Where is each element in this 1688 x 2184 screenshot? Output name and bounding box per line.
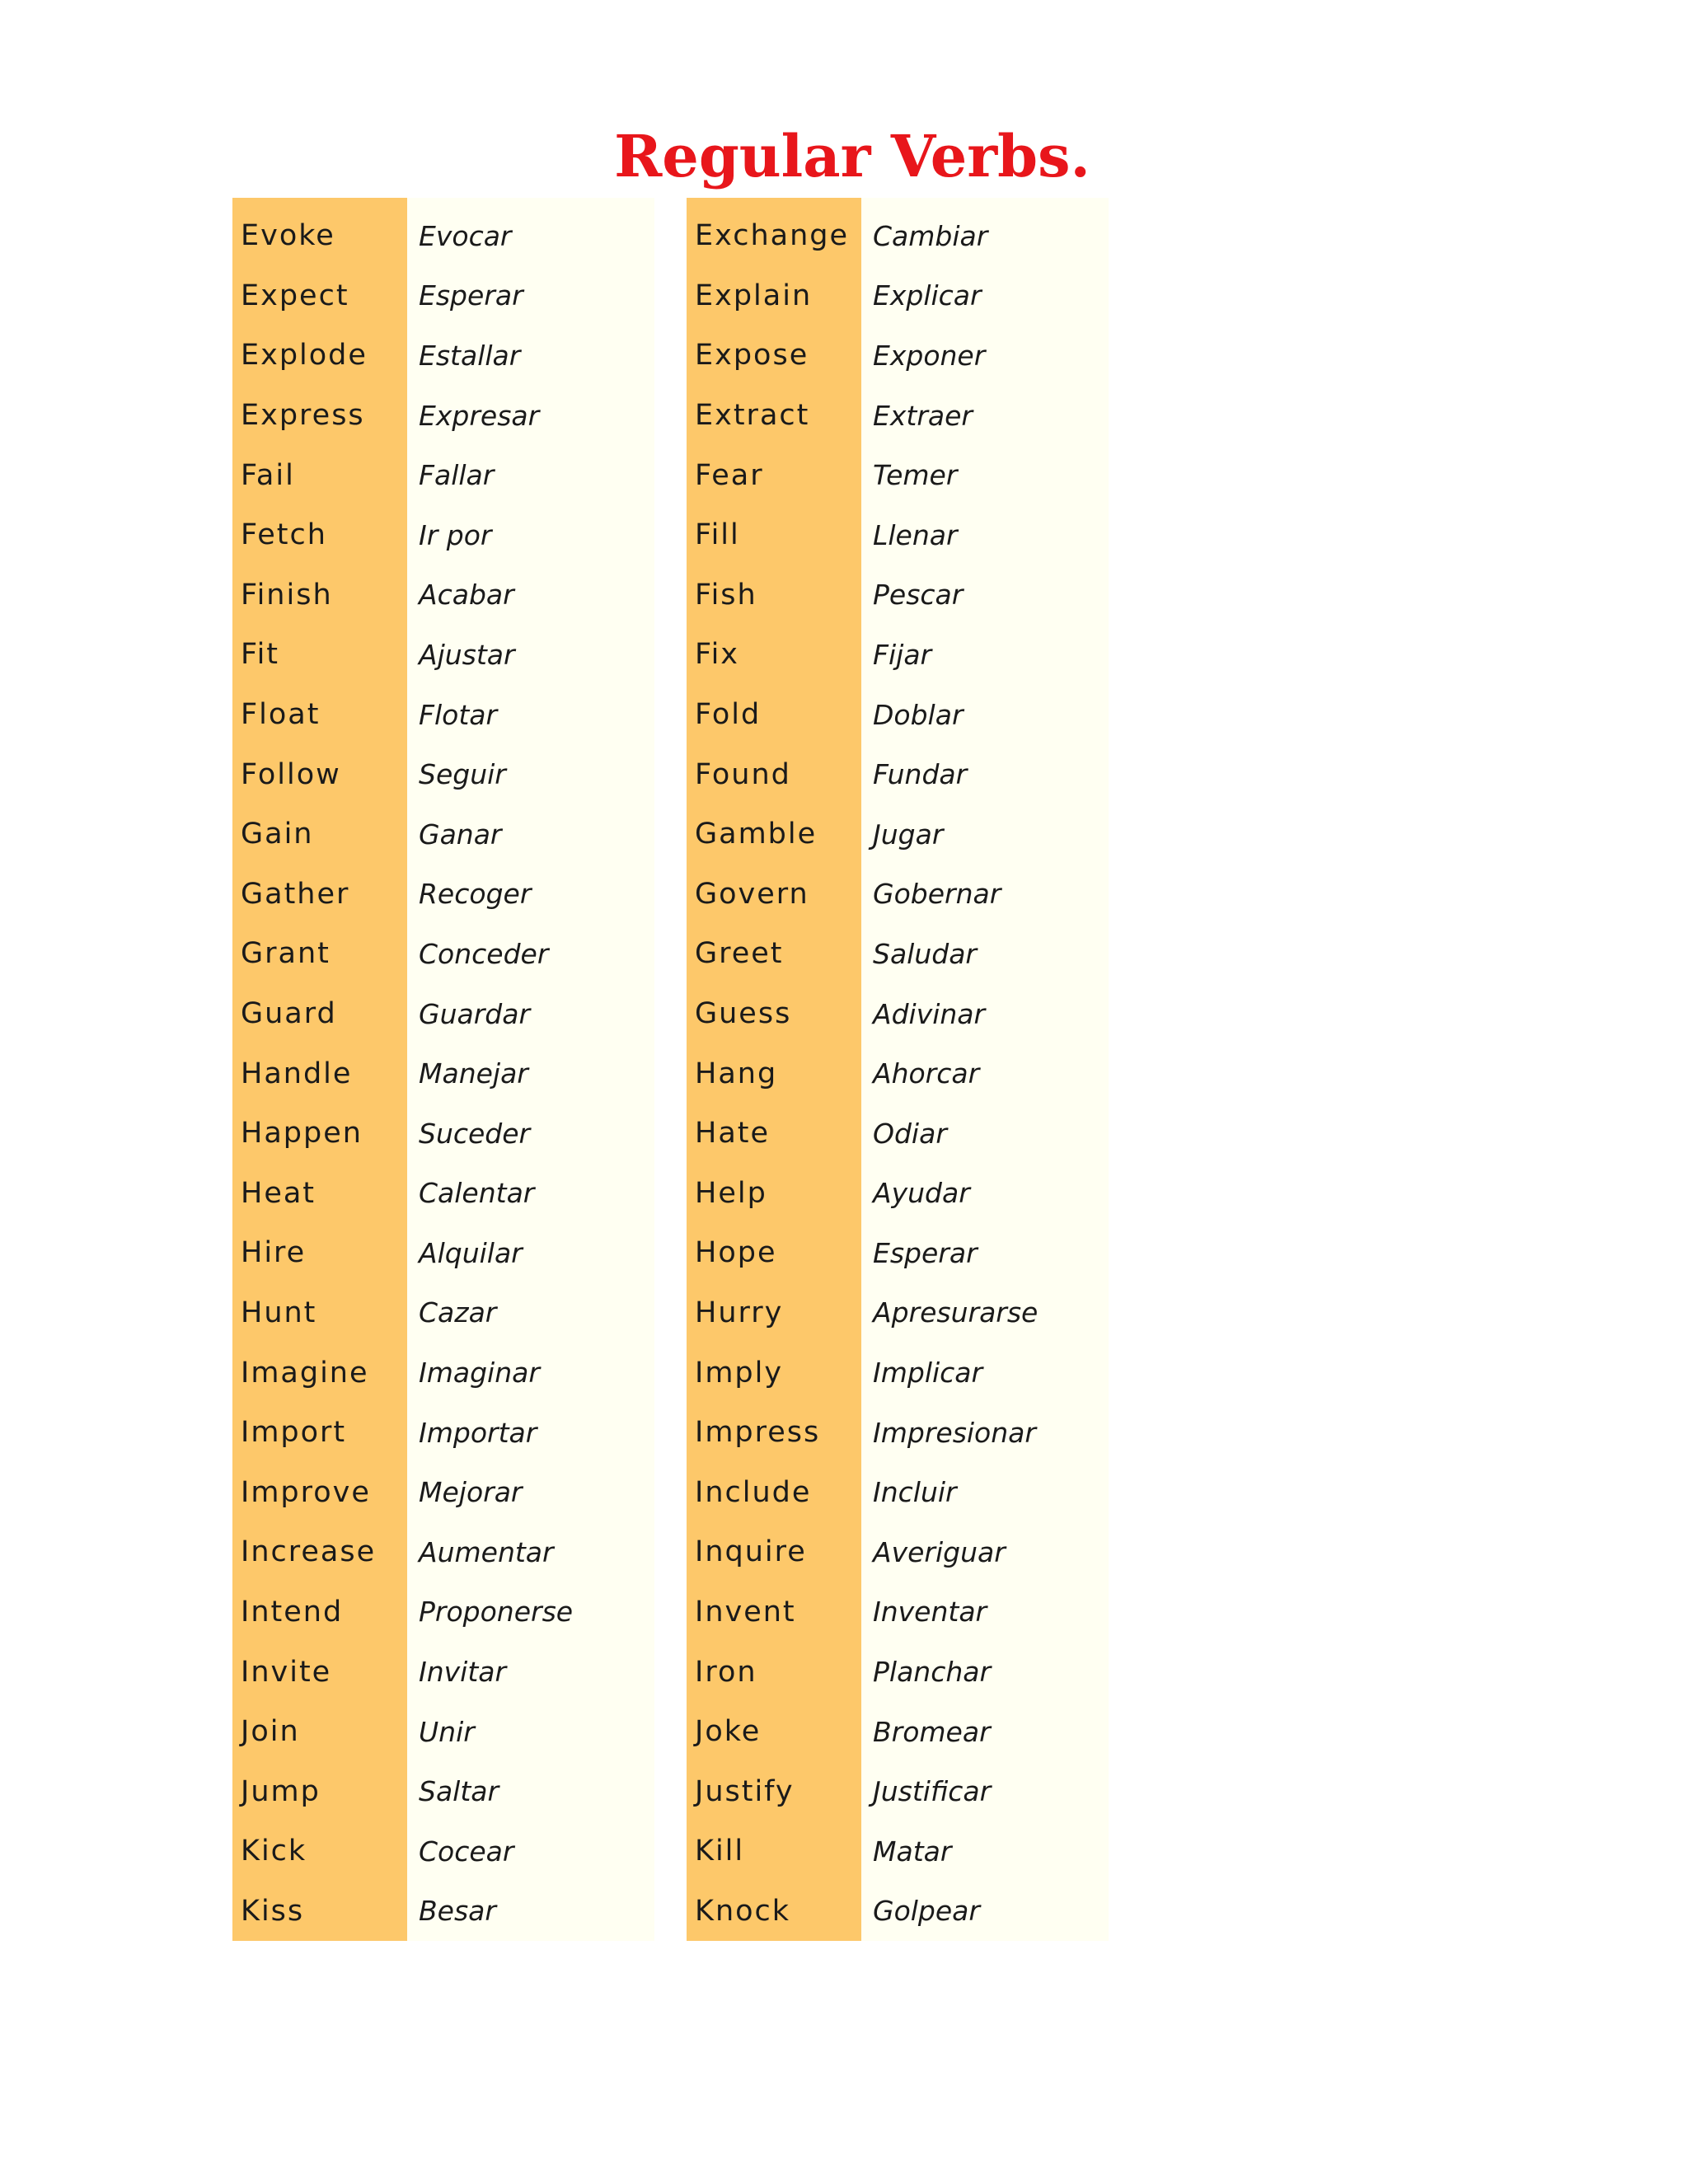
english-verb-cell: Grant — [241, 937, 331, 971]
english-verb-cell: Help — [695, 1176, 767, 1210]
spanish-verb-cell: Ajustar — [419, 638, 515, 671]
english-verb-cell: Heat — [241, 1176, 316, 1210]
spanish-verb-cell: Cocear — [419, 1835, 514, 1868]
spanish-verb-cell: Explicar — [873, 279, 982, 312]
english-verb-cell: Hope — [695, 1236, 777, 1270]
english-verb-cell: Imagine — [241, 1356, 369, 1390]
english-verb-cell: Express — [241, 399, 365, 433]
spanish-verb-cell: Imaginar — [419, 1357, 540, 1390]
spanish-verb-cell: Aumentar — [419, 1535, 554, 1568]
english-verb-cell: Gamble — [695, 818, 818, 851]
spanish-verb-cell: Proponerse — [419, 1596, 574, 1629]
spanish-verb-cell: Estallar — [419, 339, 521, 372]
english-verb-cell: Fill — [695, 518, 740, 552]
english-verb-cell: Handle — [241, 1057, 353, 1090]
english-verb-cell: Iron — [695, 1655, 757, 1689]
spanish-verb-cell: Temer — [873, 459, 958, 492]
spanish-verb-cell: Planchar — [873, 1656, 992, 1689]
english-verb-cell: Join — [241, 1715, 300, 1749]
left-verb-table — [232, 198, 654, 1941]
spanish-verb-cell: Bromear — [873, 1715, 991, 1748]
english-verb-cell: Extract — [695, 399, 810, 433]
english-verb-cell: Follow — [241, 757, 341, 791]
spanish-verb-cell: Gobernar — [873, 878, 1001, 911]
english-verb-cell: Explain — [695, 279, 813, 312]
spanish-verb-cell: Apresurarse — [873, 1296, 1039, 1329]
english-verb-cell: Fetch — [241, 518, 327, 552]
spanish-verb-cell: Guardar — [419, 997, 531, 1030]
page-title — [0, 120, 1688, 194]
english-verb-cell: Justify — [695, 1774, 795, 1808]
spanish-verb-cell: Invitar — [419, 1656, 507, 1689]
spanish-verb-cell: Esperar — [873, 1236, 978, 1269]
english-verb-cell: Fear — [695, 458, 764, 492]
spanish-verb-cell: Inventar — [873, 1596, 987, 1629]
spanish-verb-cell: Jugar — [873, 818, 944, 851]
left-spanish-column — [407, 198, 654, 1941]
spanish-verb-cell: Incluir — [873, 1476, 957, 1509]
english-verb-cell: Import — [241, 1416, 347, 1450]
english-verb-cell: Found — [695, 757, 791, 791]
english-verb-cell: Kick — [241, 1835, 307, 1868]
spanish-verb-cell: Matar — [873, 1835, 952, 1868]
spanish-verb-cell: Evocar — [419, 219, 512, 252]
english-verb-cell: Fold — [695, 698, 762, 732]
english-verb-cell: Gather — [241, 877, 350, 911]
spanish-verb-cell: Odiar — [873, 1117, 947, 1150]
english-verb-cell: Fix — [695, 638, 740, 672]
spanish-verb-cell: Averiguar — [873, 1535, 1006, 1568]
english-verb-cell: Explode — [241, 339, 368, 373]
spanish-verb-cell: Impresionar — [873, 1416, 1036, 1449]
english-verb-cell: Guess — [695, 997, 792, 1031]
spanish-verb-cell: Unir — [419, 1715, 475, 1748]
spanish-verb-cell: Manejar — [419, 1057, 528, 1090]
spanish-verb-cell: Fundar — [873, 758, 968, 791]
english-verb-cell: Invite — [241, 1655, 332, 1689]
spanish-verb-cell: Cazar — [419, 1296, 497, 1329]
english-verb-cell: Include — [695, 1475, 812, 1509]
page-title-text: Regular Verbs. — [614, 122, 1090, 190]
english-verb-cell: Evoke — [241, 219, 335, 253]
english-verb-cell: Hate — [695, 1117, 771, 1151]
english-verb-cell: Kiss — [241, 1894, 305, 1928]
spanish-verb-cell: Doblar — [873, 698, 964, 731]
english-verb-cell: Fish — [695, 578, 757, 612]
spanish-verb-cell: Justificar — [873, 1775, 992, 1808]
spanish-verb-cell: Fallar — [419, 459, 495, 492]
english-verb-cell: Kill — [695, 1835, 745, 1868]
english-verb-cell: Expect — [241, 279, 349, 312]
english-verb-cell: Hire — [241, 1236, 307, 1270]
english-verb-cell: Exchange — [695, 219, 850, 253]
left-english-column — [232, 198, 407, 1941]
english-verb-cell: Happen — [241, 1117, 363, 1151]
english-verb-cell: Increase — [241, 1535, 377, 1569]
right-spanish-column — [861, 198, 1109, 1941]
english-verb-cell: Fit — [241, 638, 280, 672]
english-verb-cell: Joke — [695, 1715, 762, 1749]
english-verb-cell: Inquire — [695, 1535, 807, 1569]
english-verb-cell: Intend — [241, 1595, 344, 1629]
spanish-verb-cell: Pescar — [873, 579, 964, 612]
spanish-verb-cell: Ganar — [419, 818, 502, 851]
spanish-verb-cell: Expresar — [419, 399, 540, 432]
spanish-verb-cell: Fijar — [873, 638, 932, 671]
spanish-verb-cell: Alquilar — [419, 1236, 523, 1269]
english-verb-cell: Fail — [241, 458, 295, 492]
spanish-verb-cell: Mejorar — [419, 1476, 523, 1509]
spanish-verb-cell: Saltar — [419, 1775, 499, 1808]
spanish-verb-cell: Saludar — [873, 937, 977, 970]
spanish-verb-cell: Calentar — [419, 1177, 535, 1210]
spanish-verb-cell: Golpear — [873, 1895, 980, 1928]
right-english-column — [687, 198, 861, 1941]
spanish-verb-cell: Llenar — [873, 518, 958, 551]
spanish-verb-cell: Cambiar — [873, 219, 988, 252]
spanish-verb-cell: Extraer — [873, 399, 973, 432]
english-verb-cell: Govern — [695, 877, 809, 911]
english-verb-cell: Expose — [695, 339, 809, 373]
english-verb-cell: Greet — [695, 937, 784, 971]
spanish-verb-cell: Flotar — [419, 698, 498, 731]
english-verb-cell: Guard — [241, 997, 337, 1031]
spanish-verb-cell: Implicar — [873, 1357, 983, 1390]
english-verb-cell: Hang — [695, 1057, 778, 1090]
spanish-verb-cell: Besar — [419, 1895, 496, 1928]
right-verb-table — [687, 198, 1109, 1941]
spanish-verb-cell: Adivinar — [873, 997, 986, 1030]
spanish-verb-cell: Acabar — [419, 579, 514, 612]
spanish-verb-cell: Ir por — [419, 518, 492, 551]
english-verb-cell: Jump — [241, 1774, 321, 1808]
english-verb-cell: Float — [241, 698, 321, 732]
spanish-verb-cell: Conceder — [419, 937, 549, 970]
spanish-verb-cell: Exponer — [873, 339, 986, 372]
english-verb-cell: Gain — [241, 818, 314, 851]
spanish-verb-cell: Ahorcar — [873, 1057, 980, 1090]
english-verb-cell: Hurry — [695, 1296, 784, 1329]
english-verb-cell: Invent — [695, 1595, 796, 1629]
spanish-verb-cell: Importar — [419, 1416, 537, 1449]
english-verb-cell: Hunt — [241, 1296, 317, 1329]
english-verb-cell: Imply — [695, 1356, 784, 1390]
spanish-verb-cell: Ayudar — [873, 1177, 970, 1210]
spanish-verb-cell: Recoger — [419, 878, 532, 911]
spanish-verb-cell: Suceder — [419, 1117, 531, 1150]
english-verb-cell: Knock — [695, 1894, 791, 1928]
spanish-verb-cell: Esperar — [419, 279, 523, 312]
english-verb-cell: Impress — [695, 1416, 821, 1450]
spanish-verb-cell: Seguir — [419, 758, 506, 791]
english-verb-cell: Improve — [241, 1475, 371, 1509]
english-verb-cell: Finish — [241, 578, 333, 612]
